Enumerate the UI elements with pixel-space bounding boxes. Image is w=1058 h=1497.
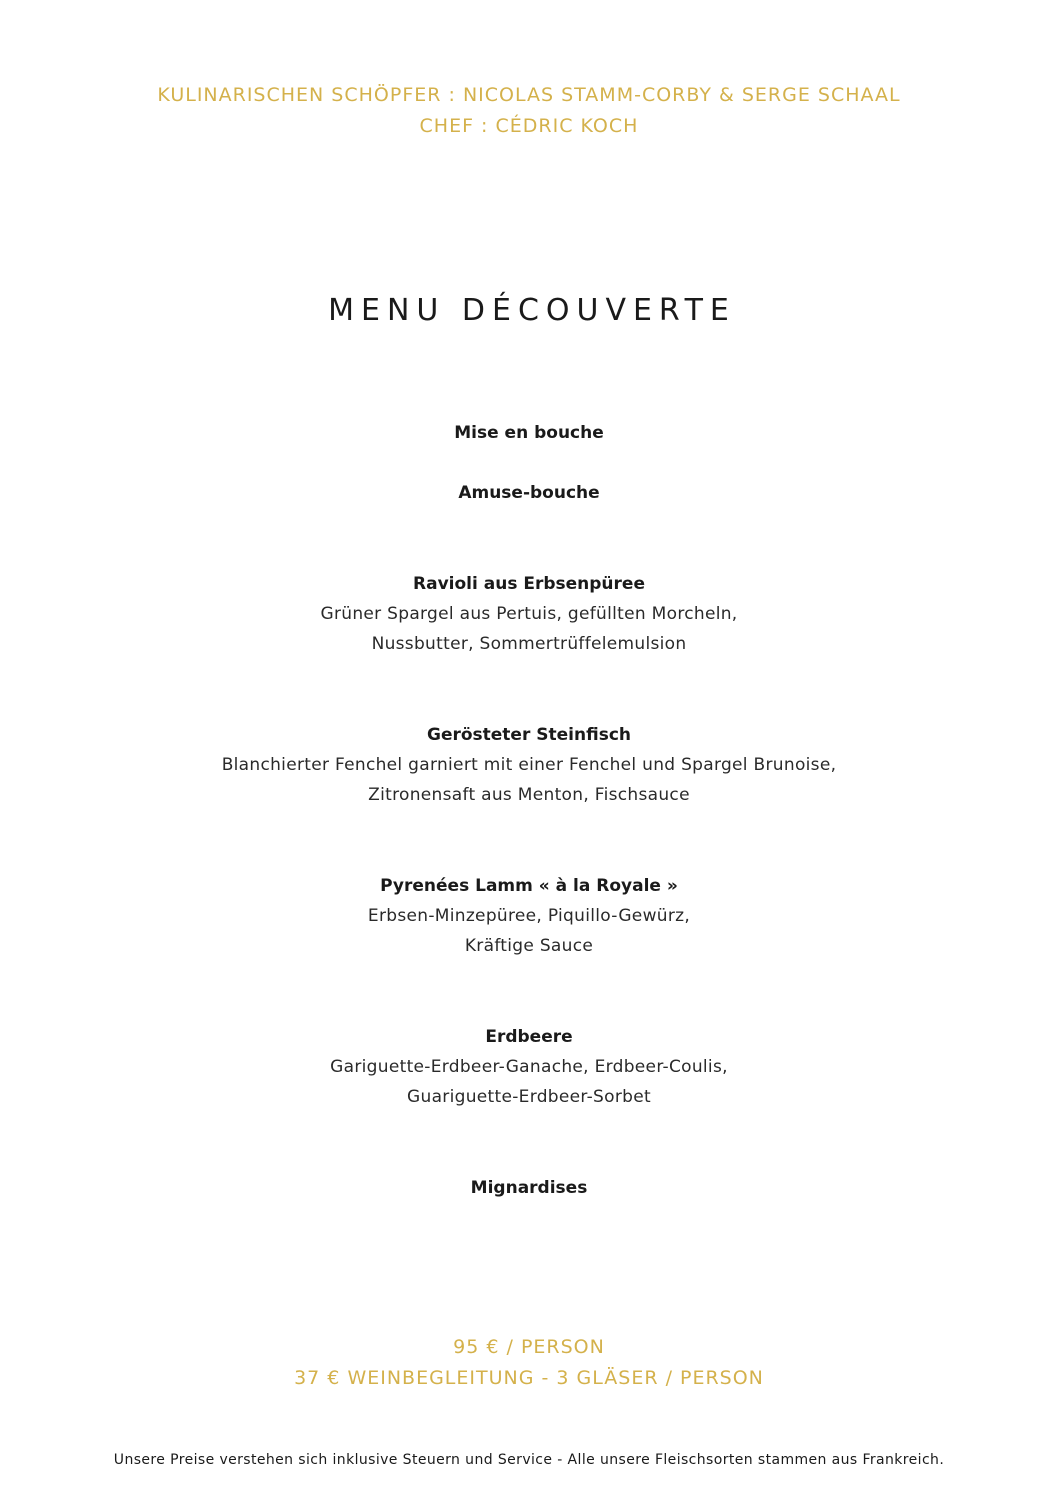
course-description-line: Blanchierter Fenchel garniert mit einer Fenchel und Spargel Brunoise, bbox=[221, 755, 837, 775]
course-description-line: Guariguette-Erdbeer-Sorbet bbox=[407, 1087, 651, 1107]
course-description-line: Kräftige Sauce bbox=[464, 936, 594, 956]
culinary-creators-line: KULINARISCHEN SCHÖPFER : NICOLAS STAMM-CORBY & SERGE SCHAAL bbox=[157, 84, 901, 106]
course-name: Amuse-bouche bbox=[458, 483, 600, 503]
course-mignardises bbox=[0, 1173, 1058, 1203]
course-description-line: Gariguette-Erdbeer-Ganache, Erdbeer-Coulis, bbox=[330, 1057, 728, 1077]
menu-title: MENU DÉCOUVERTE bbox=[328, 293, 736, 328]
course-name: Gerösteter Steinfisch bbox=[426, 725, 631, 745]
course-description-line: Erbsen-Minzepüree, Piquillo-Gewürz, bbox=[367, 906, 691, 926]
course-amuse-bouche bbox=[0, 478, 1058, 508]
course-name: Erdbeere bbox=[485, 1027, 573, 1047]
course-description-line: Grüner Spargel aus Pertuis, gefüllten Morcheln, bbox=[320, 604, 738, 624]
price-per-person: 95 € / PERSON bbox=[453, 1336, 605, 1358]
course-description-line: Nussbutter, Sommertrüffelemulsion bbox=[371, 634, 687, 654]
wine-pairing-price: 37 € WEINBEGLEITUNG - 3 GLÄSER / PERSON bbox=[294, 1367, 764, 1389]
pricing bbox=[0, 1332, 1058, 1394]
course-mise-en-bouche bbox=[0, 418, 1058, 448]
header bbox=[0, 80, 1058, 142]
course-lamm bbox=[0, 871, 1058, 961]
course-name: Mise en bouche bbox=[454, 423, 604, 443]
course-name: Ravioli aus Erbsenpüree bbox=[413, 574, 645, 594]
course-description-line: Zitronensaft aus Menton, Fischsauce bbox=[368, 785, 690, 805]
course-erdbeere bbox=[0, 1022, 1058, 1112]
course-ravioli bbox=[0, 569, 1058, 659]
course-steinfisch bbox=[0, 720, 1058, 810]
footer-note: Unsere Preise verstehen sich inklusive Steuern und Service - Alle unsere Fleischsorten stammen aus Frankreich. bbox=[113, 1452, 945, 1468]
course-name: Mignardises bbox=[470, 1178, 588, 1198]
course-name: Pyrenées Lamm « à la Royale » bbox=[380, 876, 678, 896]
chef-line: CHEF : CÉDRIC KOCH bbox=[419, 115, 639, 137]
